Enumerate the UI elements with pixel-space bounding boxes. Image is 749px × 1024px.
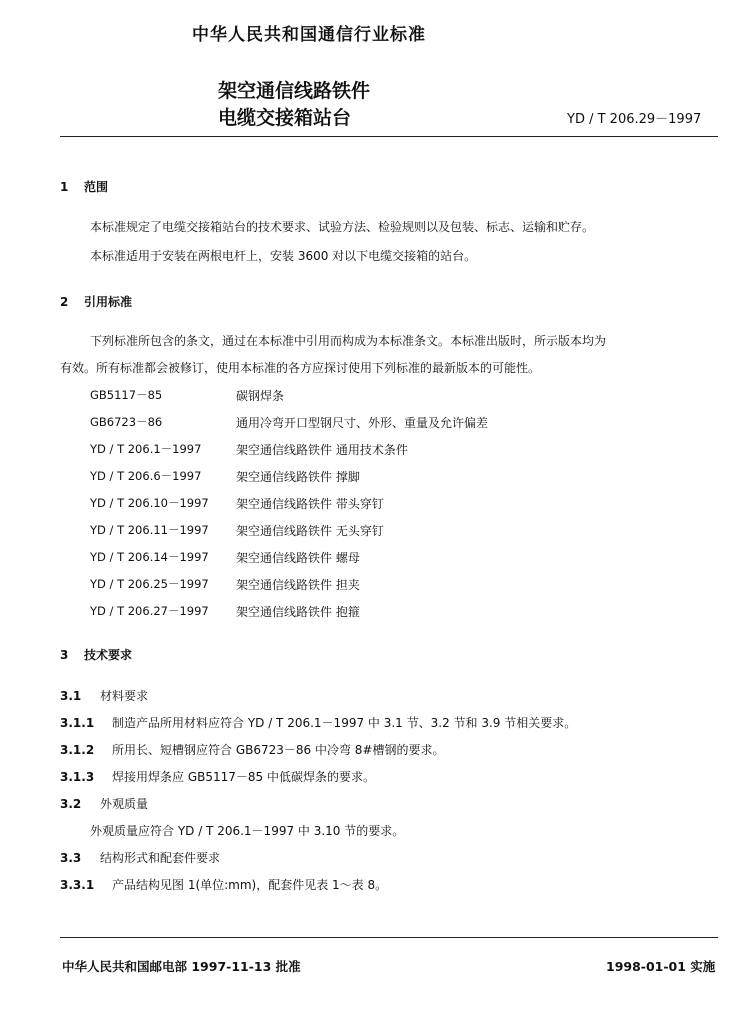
clause-3-1-1 xyxy=(60,714,576,731)
reference-code: YD / T 206.1－1997 xyxy=(90,442,202,456)
clause-3-2 xyxy=(60,795,148,812)
reference-code: YD / T 206.11－1997 xyxy=(90,523,209,537)
clause-number: 3.2 xyxy=(60,797,82,811)
clause-number: 3.3 xyxy=(60,851,82,865)
clause-3-3-1 xyxy=(60,876,387,893)
clause-number: 3.1 xyxy=(60,689,82,703)
section-number: 3 xyxy=(60,648,69,662)
reference-code: GB6723－86 xyxy=(90,415,163,429)
effective-date: 1998-01-01 实施 xyxy=(606,959,716,974)
section-number: 2 xyxy=(60,295,69,309)
header-rule xyxy=(60,136,718,137)
reference-name: 架空通信线路铁件 无头穿钉 xyxy=(236,524,384,538)
standard-code: YD / T 206.29－1997 xyxy=(567,112,702,127)
section-2-heading xyxy=(60,293,132,310)
section-1-heading xyxy=(60,178,108,195)
reference-name: 架空通信线路铁件 螺母 xyxy=(236,551,360,565)
section-number: 1 xyxy=(60,180,69,194)
reference-name: 架空通信线路铁件 抱箍 xyxy=(236,605,360,619)
clause-number: 3.3.1 xyxy=(60,878,95,892)
doc-title-line1: 架空通信线路铁件 xyxy=(218,80,371,102)
section-title: 引用标准 xyxy=(84,295,133,309)
reference-code: YD / T 206.27－1997 xyxy=(90,604,209,618)
section-title: 范围 xyxy=(84,180,109,194)
section-title: 技术要求 xyxy=(84,648,133,662)
clause-3-1-2 xyxy=(60,741,444,758)
clause-3-1 xyxy=(60,687,148,704)
scope-paragraph-2: 本标准适用于安装在两根电杆上，安装 3600 对以下电缆交接箱的站台。 xyxy=(90,249,477,263)
reference-name: 通用冷弯开口型钢尺寸、外形、重量及允许偏差 xyxy=(236,416,489,430)
reference-code: GB5117－85 xyxy=(90,388,163,402)
clause-3-3 xyxy=(60,849,220,866)
references-intro-line1: 下列标准所包含的条文，通过在本标准中引用而构成为本标准条文。本标准出版时，所示版本均为 xyxy=(90,334,607,348)
reference-name: 架空通信线路铁件 通用技术条件 xyxy=(236,443,408,457)
clause-text: 焊接用焊条应 GB5117－85 中低碳焊条的要求。 xyxy=(112,770,375,784)
footer-rule xyxy=(60,937,718,938)
clause-number: 3.1.3 xyxy=(60,770,95,784)
clause-3-1-3 xyxy=(60,768,375,785)
clause-text: 制造产品所用材料应符合 YD / T 206.1－1997 中 3.1 节、3.2 节和 3.9 节相关要求。 xyxy=(112,716,577,730)
reference-code: YD / T 206.6－1997 xyxy=(90,469,202,483)
clause-number: 3.1.1 xyxy=(60,716,95,730)
reference-name: 架空通信线路铁件 带头穿钉 xyxy=(236,497,384,511)
reference-code: YD / T 206.25－1997 xyxy=(90,577,209,591)
section-3-heading xyxy=(60,646,132,663)
references-intro-line2: 有效。所有标准都会被修订，使用本标准的各方应探讨使用下列标准的最新版本的可能性。 xyxy=(60,361,541,375)
clause-heading: 材料要求 xyxy=(100,689,149,703)
clause-heading: 结构形式和配套件要求 xyxy=(100,851,221,865)
standard-org-header: 中华人民共和国通信行业标准 xyxy=(192,25,426,45)
clause-text: 所用长、短槽钢应符合 GB6723－86 中冷弯 8#槽钢的要求。 xyxy=(112,743,445,757)
approval-date: 中华人民共和国邮电部 1997-11-13 批准 xyxy=(62,959,301,974)
doc-title-line2: 电缆交接箱站台 xyxy=(218,107,352,129)
reference-name: 架空通信线路铁件 撑脚 xyxy=(236,470,360,484)
reference-name: 碳钢焊条 xyxy=(236,389,285,403)
clause-3-2-text: 外观质量应符合 YD / T 206.1－1997 中 3.10 节的要求。 xyxy=(90,824,405,838)
clause-heading: 外观质量 xyxy=(100,797,149,811)
scope-paragraph-1: 本标准规定了电缆交接箱站台的技术要求、试验方法、检验规则以及包装、标志、运输和贮存。 xyxy=(90,220,595,234)
clause-text: 产品结构见图 1(单位:mm)，配套件见表 1～表 8。 xyxy=(112,878,388,892)
reference-code: YD / T 206.14－1997 xyxy=(90,550,209,564)
reference-name: 架空通信线路铁件 担夹 xyxy=(236,578,360,592)
clause-number: 3.1.2 xyxy=(60,743,95,757)
reference-code: YD / T 206.10－1997 xyxy=(90,496,209,510)
